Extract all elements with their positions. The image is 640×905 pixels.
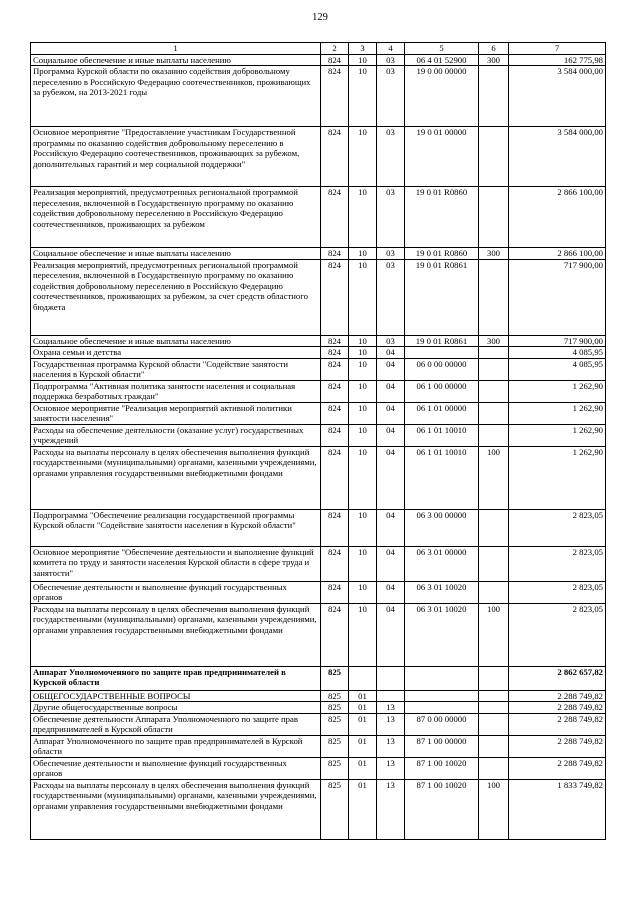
cell-rz: 10 [349,380,377,402]
cell-pr: 04 [377,581,405,603]
cell-rz: 10 [349,546,377,581]
cell-ved: 825 [321,757,349,779]
cell-sum: 2 823,05 [509,509,606,546]
cell-csr: 06 0 00 00000 [405,358,479,380]
cell-csr: 87 1 00 10020 [405,779,479,839]
cell-csr: 87 0 00 00000 [405,713,479,735]
cell-pr: 04 [377,402,405,424]
cell-ved: 824 [321,424,349,446]
cell-csr: 06 4 01 52900 [405,54,479,66]
cell-vr [479,424,509,446]
cell-pr: 04 [377,424,405,446]
cell-pr: 13 [377,757,405,779]
cell-csr: 87 1 00 00000 [405,735,479,757]
cell-csr: 06 1 01 10010 [405,424,479,446]
cell-sum: 2 288 749,82 [509,735,606,757]
cell-sum: 4 085,95 [509,347,606,359]
cell-ved: 825 [321,713,349,735]
cell-vr: 300 [479,54,509,66]
table-row [31,702,606,714]
cell-rz: 10 [349,424,377,446]
table-row [31,603,606,666]
table-body [31,54,606,839]
cell-pr: 03 [377,335,405,347]
table-row [31,581,606,603]
cell-sum: 2 288 749,82 [509,690,606,702]
cell-name: Основное мероприятие "Предоставление участникам Государственной программы по оказанию содействия добровольному переселению в Российскую Федерацию соотечественников, проживающих за рубежом, дополнительных гарантий и мер социальной поддержки" [31,127,321,187]
cell-rz: 01 [349,713,377,735]
cell-ved: 824 [321,347,349,359]
cell-vr [479,546,509,581]
cell-ved: 824 [321,509,349,546]
table-row [31,54,606,66]
cell-sum: 2 288 749,82 [509,757,606,779]
header-col-1: 1 [31,43,321,55]
cell-ved: 824 [321,380,349,402]
cell-csr: 06 1 01 10010 [405,446,479,509]
cell-csr: 19 0 01 R0861 [405,259,479,335]
cell-name: Социальное обеспечение и иные выплаты населению [31,248,321,260]
cell-csr: 06 1 01 00000 [405,402,479,424]
cell-ved: 825 [321,690,349,702]
cell-sum: 4 085,95 [509,358,606,380]
cell-name: Другие общегосударственные вопросы [31,702,321,714]
cell-sum: 717 900,00 [509,259,606,335]
cell-name: Программа Курской области по оказанию содействия добровольному переселению в Российскую Федерацию соотечественников, проживающих за рубежом, на 2013-2021 годы [31,66,321,127]
cell-vr [479,402,509,424]
cell-rz: 10 [349,446,377,509]
cell-name: Обеспечение деятельности Аппарата Уполномоченного по защите прав предпринимателей в Курской области [31,713,321,735]
cell-csr: 19 0 00 00000 [405,66,479,127]
cell-pr: 03 [377,187,405,248]
cell-pr: 13 [377,779,405,839]
cell-pr: 04 [377,347,405,359]
cell-ved: 824 [321,603,349,666]
page-number: 129 [312,12,328,23]
cell-ved: 825 [321,666,349,690]
cell-sum: 1 833 749,82 [509,779,606,839]
table-row [31,380,606,402]
cell-pr [377,666,405,690]
cell-vr: 300 [479,335,509,347]
cell-pr: 04 [377,380,405,402]
cell-sum: 1 262,90 [509,402,606,424]
cell-rz: 10 [349,187,377,248]
cell-ved: 824 [321,259,349,335]
cell-rz: 10 [349,347,377,359]
table-row [31,666,606,690]
header-col-6: 6 [479,43,509,55]
cell-name: Расходы на обеспечение деятельности (оказание услуг) государственных учреждений [31,424,321,446]
cell-pr: 13 [377,735,405,757]
header-col-5: 5 [405,43,479,55]
cell-sum: 2 823,05 [509,603,606,666]
header-row [31,43,606,55]
cell-sum: 162 775,98 [509,54,606,66]
cell-vr [479,690,509,702]
cell-sum: 2 862 657,82 [509,666,606,690]
cell-pr: 04 [377,509,405,546]
cell-rz: 10 [349,54,377,66]
header-col-3: 3 [349,43,377,55]
table-row [31,779,606,839]
cell-csr: 06 3 00 00000 [405,509,479,546]
cell-rz: 10 [349,358,377,380]
cell-vr [479,380,509,402]
cell-sum: 1 262,90 [509,446,606,509]
cell-name: Обеспечение деятельности и выполнение функций государственных органов [31,757,321,779]
cell-ved: 824 [321,54,349,66]
table-row [31,402,606,424]
cell-pr [377,690,405,702]
cell-pr: 04 [377,603,405,666]
cell-rz: 10 [349,402,377,424]
table-row [31,424,606,446]
cell-name: Охрана семьи и детства [31,347,321,359]
cell-ved: 824 [321,66,349,127]
cell-name: ОБЩЕГОСУДАРСТВЕННЫЕ ВОПРОСЫ [31,690,321,702]
cell-csr: 06 3 01 10020 [405,603,479,666]
cell-sum: 2 288 749,82 [509,702,606,714]
cell-csr: 06 3 01 10020 [405,581,479,603]
cell-csr [405,690,479,702]
cell-vr: 300 [479,248,509,260]
cell-rz: 10 [349,335,377,347]
cell-name: Расходы на выплаты персоналу в целях обеспечения выполнения функций государственными (муниципальными) органами, казенными учреждениями, органами управления государственными внебюджетными фондами [31,446,321,509]
cell-vr: 100 [479,446,509,509]
table-row [31,66,606,127]
cell-rz: 01 [349,702,377,714]
header-col-7: 7 [509,43,606,55]
cell-name: Реализация мероприятий, предусмотренных региональной программой переселения, включенной в Государственную программу по оказанию содействия добровольному переселению в Российскую Федерацию соотечественников, проживающих за рубежом [31,187,321,248]
cell-rz: 10 [349,259,377,335]
cell-ved: 824 [321,248,349,260]
cell-rz: 01 [349,757,377,779]
table-row [31,127,606,187]
cell-ved: 825 [321,779,349,839]
table-row [31,259,606,335]
cell-vr [479,735,509,757]
cell-rz: 01 [349,690,377,702]
cell-vr: 100 [479,779,509,839]
cell-rz: 01 [349,735,377,757]
table-row [31,735,606,757]
cell-vr [479,187,509,248]
cell-csr [405,347,479,359]
table-row [31,335,606,347]
cell-ved: 824 [321,358,349,380]
cell-vr [479,581,509,603]
cell-name: Реализация мероприятий, предусмотренных региональной программой переселения, включенной в Государственную программу по оказанию содействия добровольному переселению в Российскую Федерацию соотечественников, проживающих за рубежом, за счет средств областного бюджета [31,259,321,335]
table-row [31,546,606,581]
cell-csr [405,666,479,690]
cell-name: Расходы на выплаты персоналу в целях обеспечения выполнения функций государственными (муниципальными) органами, казенными учреждениями, органами управления государственными внебюджетными фондами [31,779,321,839]
cell-vr: 100 [479,603,509,666]
cell-sum: 2 823,05 [509,546,606,581]
table-row [31,248,606,260]
cell-csr [405,702,479,714]
cell-pr: 03 [377,127,405,187]
cell-csr: 06 3 01 00000 [405,546,479,581]
cell-csr: 19 0 01 R0860 [405,187,479,248]
cell-sum: 3 584 000,00 [509,127,606,187]
cell-ved: 824 [321,402,349,424]
cell-vr [479,702,509,714]
cell-ved: 824 [321,581,349,603]
cell-rz: 10 [349,248,377,260]
cell-name: Подпрограмма "Обеспечение реализации государственной программы Курской области "Содействие занятости населения в Курской области" [31,509,321,546]
cell-rz: 10 [349,127,377,187]
cell-sum: 1 262,90 [509,380,606,402]
cell-pr: 13 [377,713,405,735]
cell-vr [479,509,509,546]
cell-ved: 824 [321,187,349,248]
cell-rz [349,666,377,690]
cell-ved: 824 [321,546,349,581]
cell-name: Социальное обеспечение и иные выплаты населению [31,54,321,66]
table-row [31,187,606,248]
cell-vr [479,127,509,187]
cell-csr: 06 1 00 00000 [405,380,479,402]
cell-vr [479,259,509,335]
cell-name: Обеспечение деятельности и выполнение функций государственных органов [31,581,321,603]
cell-name: Социальное обеспечение и иные выплаты населению [31,335,321,347]
cell-rz: 01 [349,779,377,839]
cell-pr: 04 [377,546,405,581]
cell-rz: 10 [349,603,377,666]
cell-csr: 87 1 00 10020 [405,757,479,779]
cell-rz: 10 [349,509,377,546]
cell-sum: 717 900,00 [509,335,606,347]
cell-pr: 03 [377,66,405,127]
cell-vr [479,347,509,359]
cell-rz: 10 [349,66,377,127]
cell-sum: 2 288 749,82 [509,713,606,735]
cell-pr: 04 [377,358,405,380]
table-row [31,757,606,779]
cell-name: Основное мероприятие "Обеспечение деятельности и выполнение функций комитета по труду и занятости населения Курской области в сфере труда и занятости" [31,546,321,581]
cell-sum: 2 866 100,00 [509,187,606,248]
cell-name: Расходы на выплаты персоналу в целях обеспечения выполнения функций государственными (муниципальными) органами, казенными учреждениями, органами управления государственными внебюджетными фондами [31,603,321,666]
header-col-4: 4 [377,43,405,55]
cell-pr: 03 [377,248,405,260]
cell-ved: 824 [321,127,349,187]
cell-rz: 10 [349,581,377,603]
budget-table [30,42,606,840]
cell-ved: 824 [321,335,349,347]
cell-ved: 825 [321,702,349,714]
cell-vr [479,666,509,690]
cell-name: Аппарат Уполномоченного по защите прав предпринимателей в Курской области [31,735,321,757]
cell-csr: 19 0 01 00000 [405,127,479,187]
cell-sum: 2 866 100,00 [509,248,606,260]
cell-vr [479,66,509,127]
cell-vr [479,757,509,779]
cell-sum: 1 262,90 [509,424,606,446]
cell-ved: 825 [321,735,349,757]
cell-pr: 04 [377,446,405,509]
cell-name: Государственная программа Курской области "Содействие занятости населения в Курской области" [31,358,321,380]
cell-ved: 824 [321,446,349,509]
header-col-2: 2 [321,43,349,55]
cell-sum: 3 584 000,00 [509,66,606,127]
cell-pr: 03 [377,54,405,66]
table-row [31,690,606,702]
cell-csr: 19 0 01 R0861 [405,335,479,347]
cell-vr [479,713,509,735]
cell-pr: 03 [377,259,405,335]
cell-name: Аппарат Уполномоченного по защите прав предпринимателей в Курской области [31,666,321,690]
cell-pr: 13 [377,702,405,714]
table-row [31,713,606,735]
table-header [31,43,606,55]
cell-name: Подпрограмма "Активная политика занятости населения и социальная поддержка безработных граждан" [31,380,321,402]
table-row [31,358,606,380]
cell-csr: 19 0 01 R0860 [405,248,479,260]
cell-sum: 2 823,05 [509,581,606,603]
table-row [31,446,606,509]
cell-name: Основное мероприятие "Реализация мероприятий активной политики занятости населения" [31,402,321,424]
table-row [31,347,606,359]
table-row [31,509,606,546]
cell-vr [479,358,509,380]
